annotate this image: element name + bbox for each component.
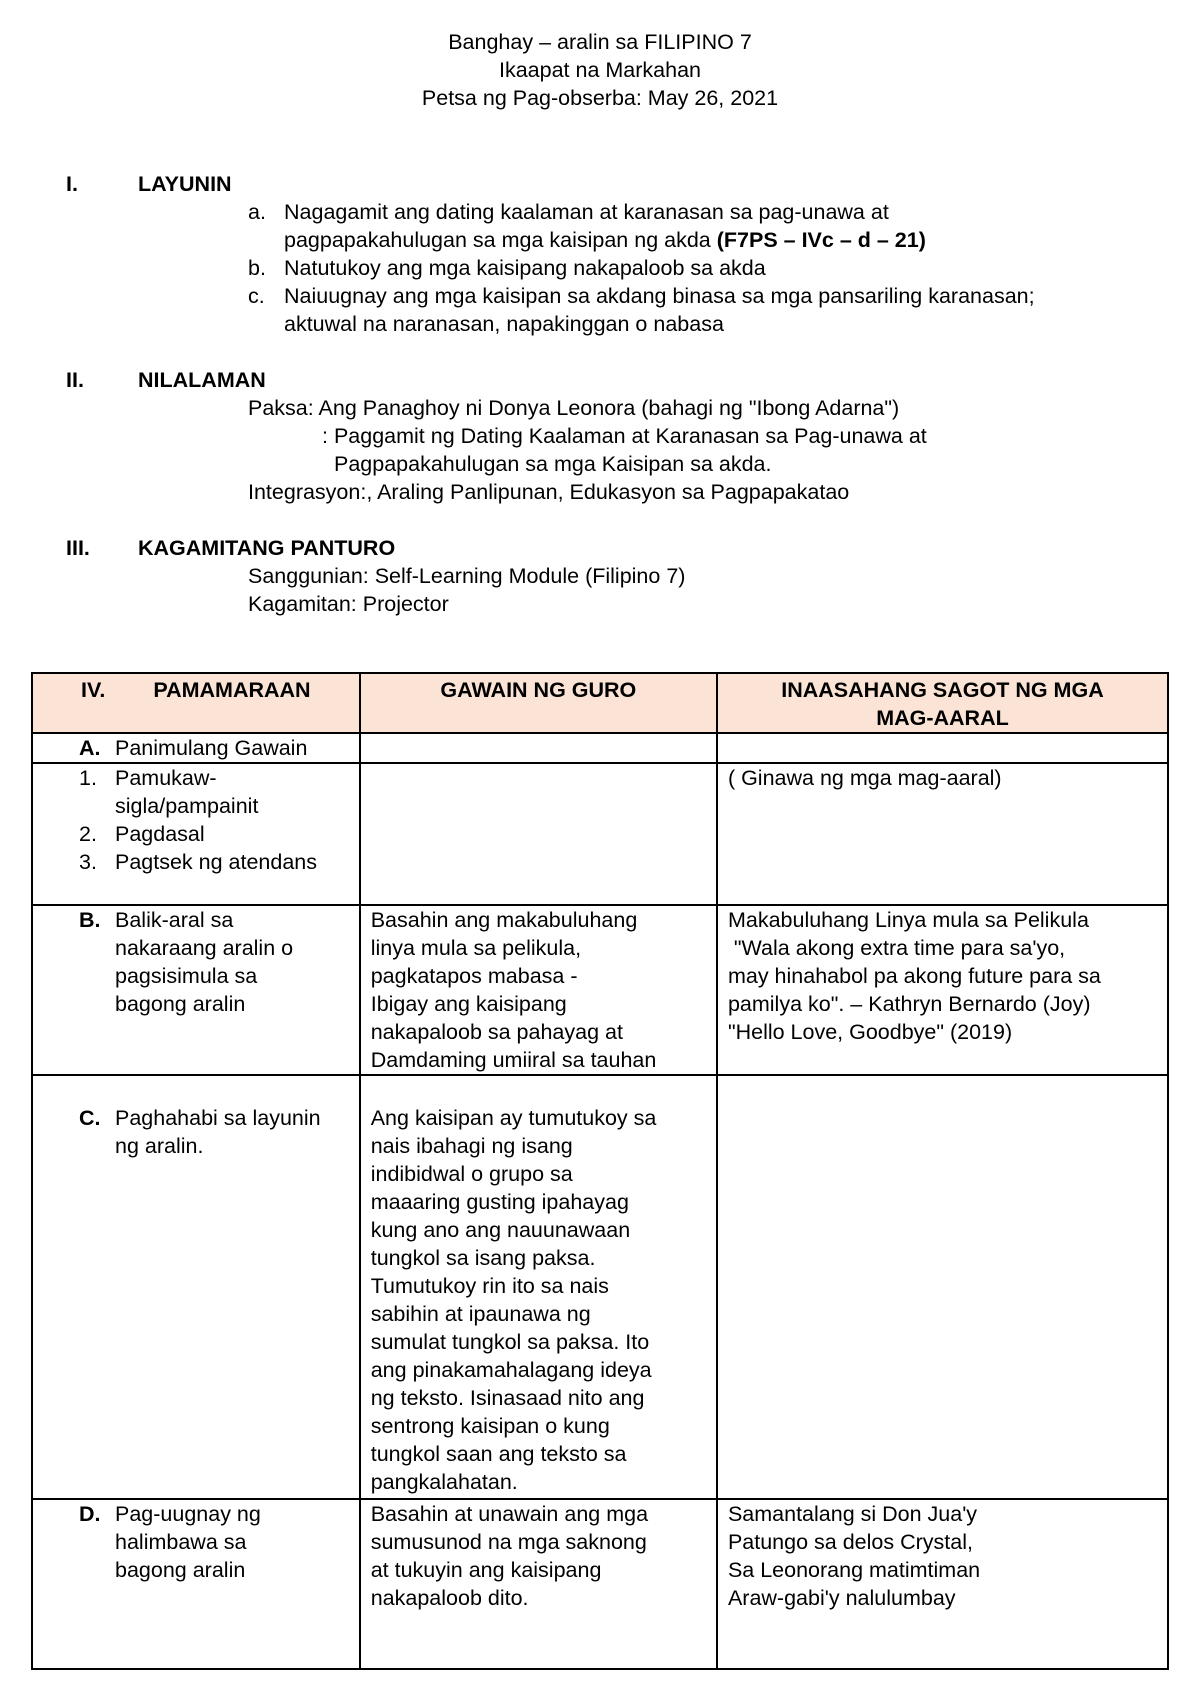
row-d-teacher-activity: Basahin at unawain ang mga sumusunod na mga saknong at tukuyin ang kaisipang nakapaloob dito. xyxy=(360,1499,717,1669)
objective-text: Nagagamit ang dating kaalaman at karanasan sa pag-unawa at xyxy=(284,200,889,224)
answer-cell: ( Ginawa ng mga mag-aaral) xyxy=(717,763,1168,905)
list-item xyxy=(43,820,349,848)
header-sagot-line2: MAG-AARAL xyxy=(876,706,1009,730)
step-text: Pagtsek ng atendans xyxy=(115,850,318,874)
header-quarter: Ikaapat na Markahan xyxy=(499,58,701,82)
paksa-subtopic-line2: Pagpapakahulugan sa mga Kaisipan sa akda. xyxy=(334,452,772,476)
step-number: 1. xyxy=(79,766,97,790)
step-text: Pagdasal xyxy=(115,822,205,846)
section-1-title: LAYUNIN xyxy=(138,172,232,196)
header-pamamaraan xyxy=(32,673,360,733)
table-row xyxy=(32,763,1168,905)
header-date: Petsa ng Pag-obserba: May 26, 2021 xyxy=(421,86,779,110)
objective-a xyxy=(248,198,1148,254)
paksa-subtopic-line1: : Paggamit ng Dating Kaalaman at Karanasan sa Pag-unawa at xyxy=(322,424,927,448)
table-row xyxy=(32,905,1168,1075)
section-2-title: NILALAMAN xyxy=(138,368,266,392)
table-row xyxy=(32,1499,1168,1669)
step-text: Pamukaw- xyxy=(115,766,217,790)
row-letter: B. xyxy=(79,908,101,932)
section-3-number: III. xyxy=(66,536,90,560)
row-c-student-answer xyxy=(717,1075,1168,1499)
objectives-list xyxy=(248,198,1148,338)
row-b-teacher-activity: Basahin ang makabuluhang linya mula sa pelikula, pagkatapos mabasa - Ibigay ang kaisipang nakapaloob sa pahayag at Damdaming umiiral sa tauhan xyxy=(360,905,717,1075)
row-letter: D. xyxy=(79,1502,101,1526)
list-item xyxy=(43,764,349,820)
objective-letter: c. xyxy=(248,284,265,308)
objective-text: Natutukoy ang mga kaisipang nakapaloob sa akda xyxy=(284,256,766,280)
integrasyon-line: Integrasyon:, Araling Panlipunan, Edukasyon sa Pagpapakatao xyxy=(248,480,850,504)
procedure-table xyxy=(31,672,1169,1670)
competency-code: (F7PS – IVc – d – 21) xyxy=(716,228,926,252)
row-d-student-answer: Samantalang si Don Jua'y Patungo sa delos Crystal, Sa Leonorang matimtiman Araw-gabi'y nalulumbay xyxy=(717,1499,1168,1669)
section-2-number: II. xyxy=(66,368,84,392)
row-letter: A. xyxy=(79,736,101,760)
row-d-procedure: Pag-uugnay ng halimbawa sa bagong aralin xyxy=(115,1502,261,1582)
step-number: 2. xyxy=(79,822,97,846)
section-3-title: KAGAMITANG PANTURO xyxy=(138,536,396,560)
table-row xyxy=(32,733,1168,763)
paksa-line: Paksa: Ang Panaghoy ni Donya Leonora (bahagi ng "Ibong Adarna") xyxy=(248,396,900,420)
row-c-teacher-activity: Ang kaisipan ay tumutukoy sa nais ibahagi ng isang indibidwal o grupo sa maaaring gusting ipahayag kung ano ang nauunawaan tungkol sa isang paksa. Tumutukoy rin ito sa nais sabihin at ipaunawa ng sumulat tungkol sa paksa. Ito ang pinakamahalagang ideya ng teksto. Isinasaad nito ang sentrong kaisipan o kung tungkol saan ang teksto sa pangkalahatan. xyxy=(360,1075,717,1499)
row-title: Panimulang Gawain xyxy=(115,736,308,760)
objective-text-cont: aktuwal na naranasan, napakinggan o nabasa xyxy=(284,312,724,336)
section-1-number: I. xyxy=(66,172,78,196)
list-item xyxy=(43,848,349,876)
objective-letter: a. xyxy=(248,200,266,224)
row-b-procedure: Balik-aral sa nakaraang aralin o pagsisimula sa bagong aralin xyxy=(115,908,294,1016)
objective-text-cont: pagpapakahulugan sa mga kaisipan ng akda xyxy=(284,228,717,252)
row-b-student-answer: Makabuluhang Linya mula sa Pelikula "Wala akong extra time para sa'yo, may hinahabol pa akong future para sa pamilya ko". – Kathryn Bernardo (Joy) "Hello Love, Goodbye" (2019) xyxy=(717,905,1168,1075)
document-header xyxy=(0,28,1200,112)
sanggunian-line: Sanggunian: Self-Learning Module (Filipino 7) xyxy=(248,564,686,588)
step-number: 3. xyxy=(79,850,97,874)
objective-b xyxy=(248,254,1148,282)
step-text-cont: sigla/pampainit xyxy=(115,794,259,818)
table-header-row xyxy=(32,673,1168,733)
kagamitan-line: Kagamitan: Projector xyxy=(248,592,449,616)
header-sagot-line1: INAASAHANG SAGOT NG MGA xyxy=(781,678,1104,702)
objective-c xyxy=(248,282,1148,338)
header-roman: IV. xyxy=(81,678,106,702)
header-gawain-guro: GAWAIN NG GURO xyxy=(360,673,717,733)
row-c-procedure: Paghahabi sa layunin ng aralin. xyxy=(115,1106,321,1158)
objective-letter: b. xyxy=(248,256,266,280)
table-row xyxy=(32,1075,1168,1499)
objective-text: Naiuugnay ang mga kaisipan sa akdang binasa sa mga pansariling karanasan; xyxy=(284,284,1035,308)
header-pamamaraan-label: PAMAMARAAN xyxy=(153,678,311,702)
row-letter: C. xyxy=(79,1106,101,1130)
header-title: Banghay – aralin sa FILIPINO 7 xyxy=(448,30,752,54)
header-inaasahang-sagot xyxy=(717,673,1168,733)
